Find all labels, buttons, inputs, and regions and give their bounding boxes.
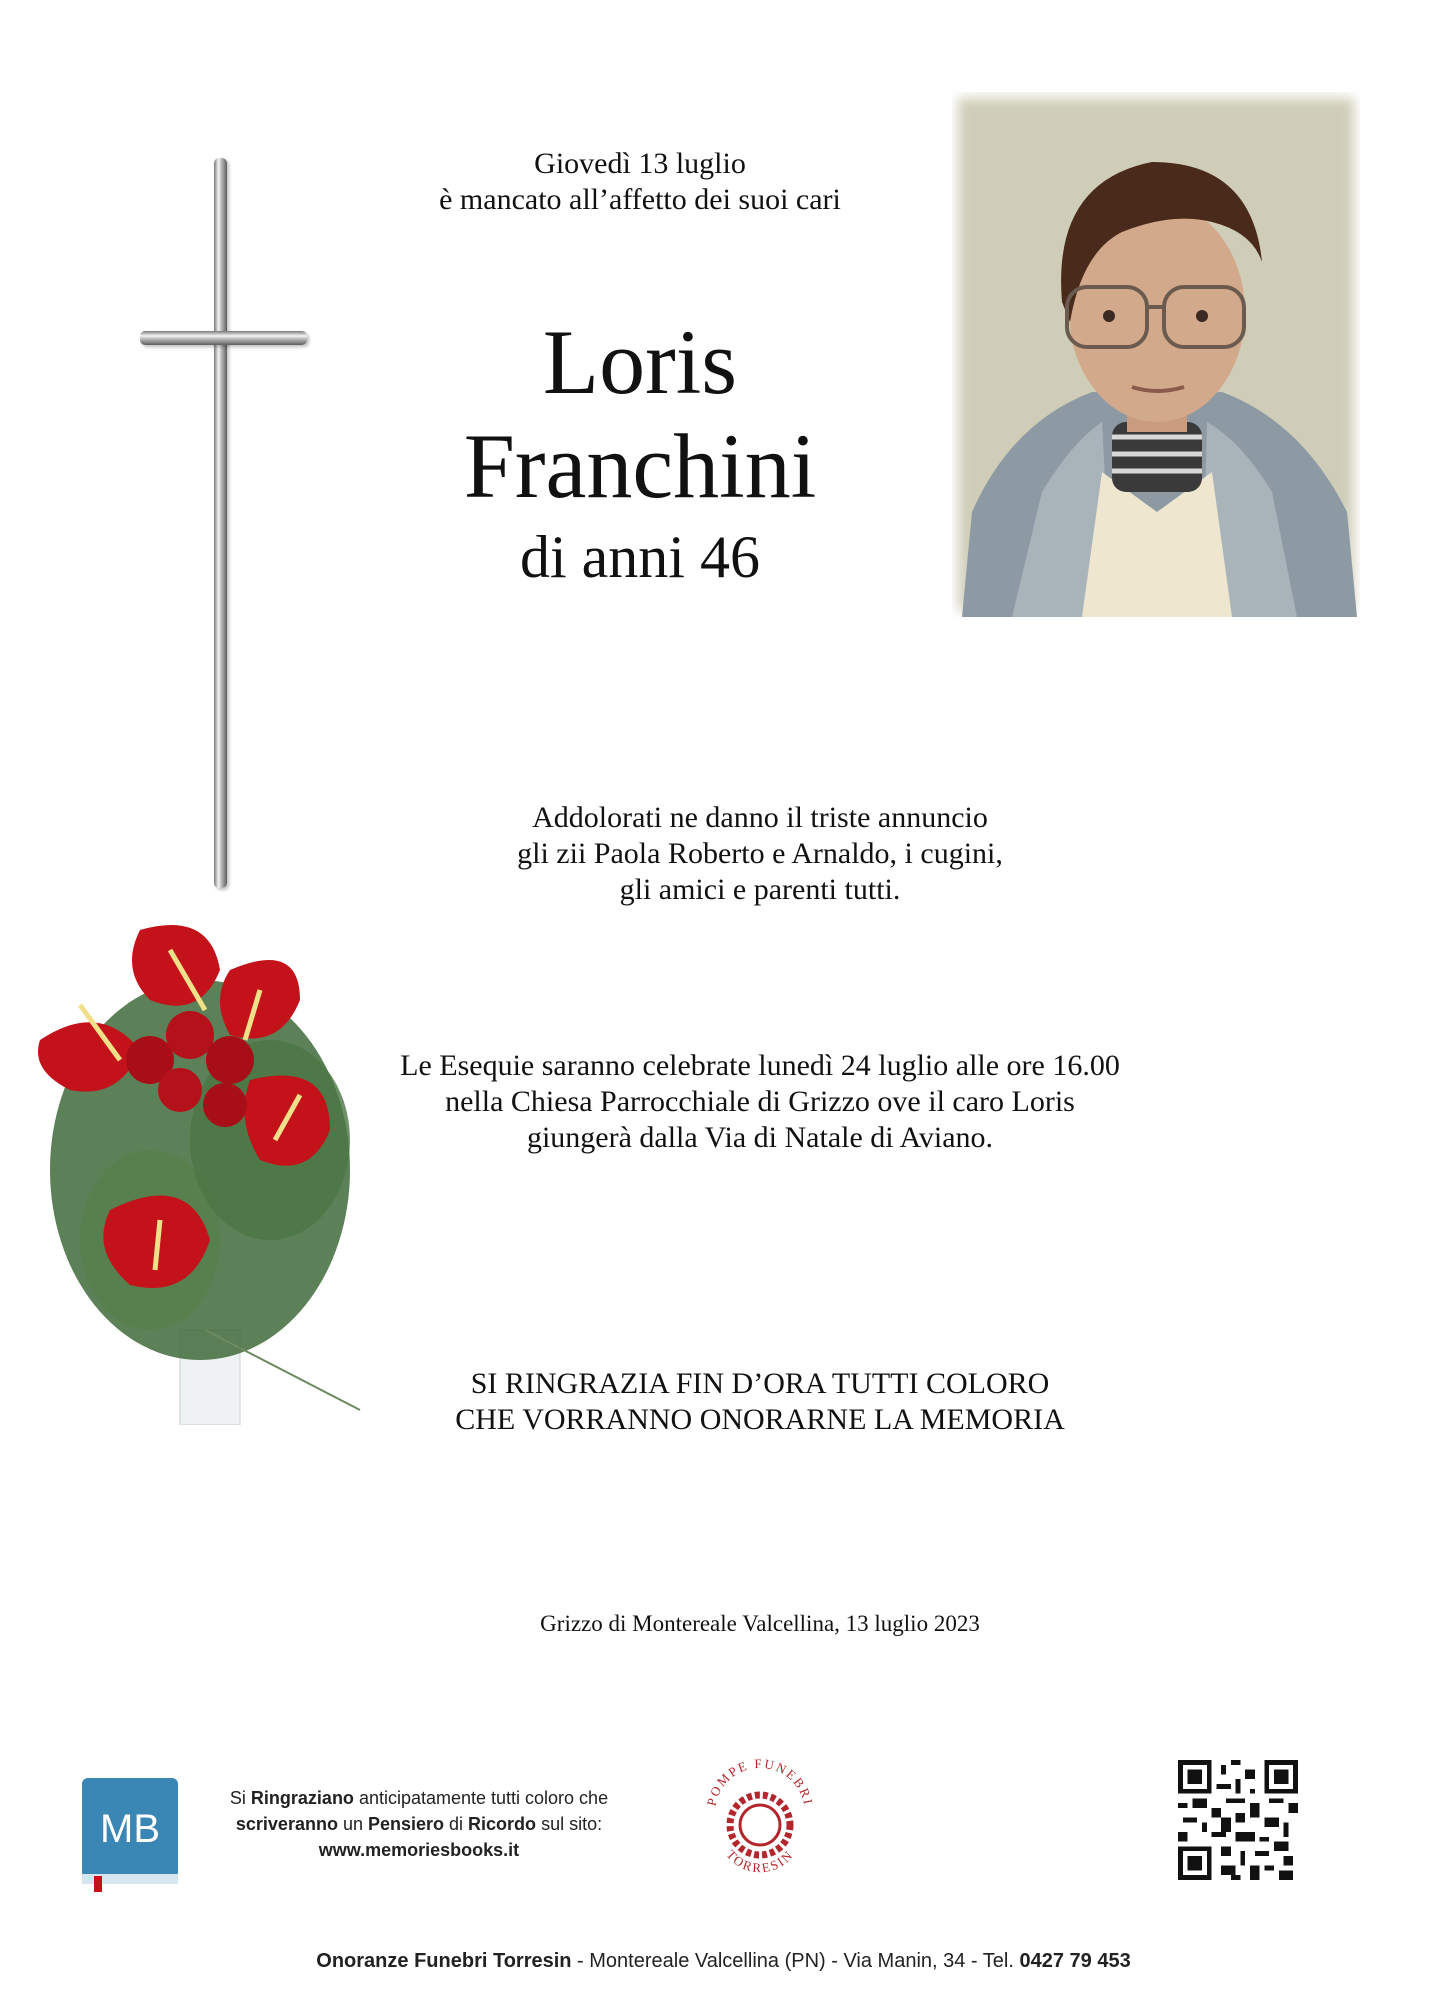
mb-logo-text: MB xyxy=(100,1807,160,1851)
announcement xyxy=(360,800,1160,908)
funeral-line: Le Esequie saranno celebrate lunedì 24 luglio alle ore 16.00 xyxy=(400,1049,1120,1082)
memoriesbooks-logo[interactable] xyxy=(80,1776,180,1892)
site-text-line1: Si Ringraziano anticipatamente tutti coloro che xyxy=(229,1788,609,1808)
portrait-photo xyxy=(952,92,1360,617)
announce-line: Addolorati ne danno il triste annuncio xyxy=(532,801,988,834)
flower-bouquet xyxy=(30,910,385,1425)
place-date: Grizzo di Montereale Valcellina, 13 luglio 2023 xyxy=(540,1611,980,1636)
cross-icon xyxy=(214,158,227,888)
torresin-logo xyxy=(700,1753,820,1888)
svg-text:POMPE FUNEBRI xyxy=(704,1756,817,1807)
footer xyxy=(100,1948,1347,1974)
funeral-line: giungerà dalla Via di Natale di Aviano. xyxy=(526,1121,994,1154)
site-url-link[interactable]: www.memoriesbooks.it xyxy=(318,1840,520,1860)
memoriesbooks-message xyxy=(214,1785,624,1863)
announce-line: gli amici e parenti tutti. xyxy=(619,873,901,906)
torresin-top-text: POMPE FUNEBRI xyxy=(703,1755,817,1808)
footer-address: - Montereale Valcellina (PN) - Via Manin, 34 - Tel. xyxy=(571,1950,1020,1972)
thanks-line: SI RINGRAZIA FIN D’ORA TUTTI COLORO xyxy=(470,1367,1050,1400)
first-name: Loris xyxy=(542,311,738,413)
footer-company: Onoranze Funebri Torresin xyxy=(316,1950,572,1972)
cross-arm xyxy=(140,331,307,345)
site-text-line2: scriveranno un Pensiero di Ricordo sul sito: xyxy=(235,1814,603,1834)
funeral-details xyxy=(330,1048,1190,1156)
age-line: di anni 46 xyxy=(520,524,760,590)
thanks-line: CHE VORRANNO ONORARNE LA MEMORIA xyxy=(455,1403,1065,1436)
svg-text:TORRESIN xyxy=(723,1847,796,1876)
intro-text xyxy=(340,146,940,218)
last-name: Franchini xyxy=(463,415,817,517)
funeral-line: nella Chiesa Parrocchiale di Grizzo ove il caro Loris xyxy=(445,1085,1075,1118)
announce-line: gli zii Paola Roberto e Arnaldo, i cugini, xyxy=(517,837,1003,870)
intro-date: Giovedì 13 luglio xyxy=(534,147,746,180)
thanks-message xyxy=(330,1366,1190,1438)
footer-phone: 0427 79 453 xyxy=(1019,1950,1131,1972)
torresin-bottom-text: TORRESIN xyxy=(723,1846,797,1876)
qr-code[interactable] xyxy=(1178,1760,1298,1880)
intro-message: è mancato all’affetto dei suoi cari xyxy=(439,183,841,216)
deceased-name xyxy=(330,310,950,518)
